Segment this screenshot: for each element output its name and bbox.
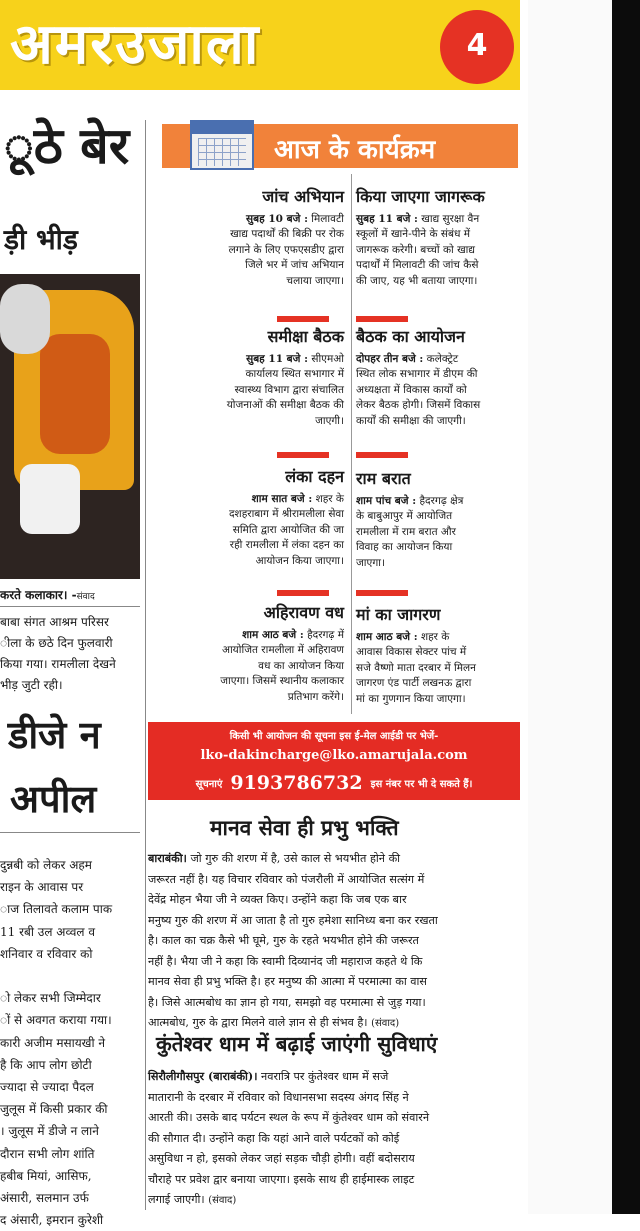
story1-headline: मानव सेवा ही प्रभु भक्ति bbox=[210, 816, 399, 840]
page-number-badge: 4 bbox=[440, 10, 514, 84]
events-divider bbox=[351, 174, 352, 714]
calendar-icon bbox=[190, 120, 254, 170]
event-mata-jagran: मां का जागरण शाम आठ बजे : शहर के आवास विकास सेक्टर पांच में सजे वैष्णो माता दरबार में मिलन जागरण एंड पार्टी लखनऊ द्वारा मां का गुणगान किया जाएगा। bbox=[356, 605, 476, 705]
page-margin bbox=[528, 0, 612, 1214]
ramlila-photo bbox=[0, 274, 140, 579]
events-box bbox=[148, 118, 520, 800]
event-ahiravan-vadh: अहिरावण वध शाम आठ बजे : हैदरगढ़ में आयोजित रामलीला में अहिरावण वध का आयोजन किया जाएगा। जिसमें स्थानीय कलाकार प्रतिभाग करेंगे। bbox=[220, 603, 344, 703]
edge-shadow bbox=[612, 0, 640, 1214]
column-rule bbox=[145, 120, 146, 1210]
footer-email: lko-dakincharge@lko.amarujala.com bbox=[200, 748, 468, 763]
left-body-2: दुन्नबी को लेकर अहम राइन के आवास पर ाज तिलावते कलाम पाक 11 रबी उल अव्वल व शनिवार व रविवार को ो लेकर सभी जिम्मेदार ों से अवगत कराया गया। कारी अजीम मसायखी ने है कि आप लोग छोटी ज्यादा से ज्यादा पैदल जुलूस में किसी प्रकार की । जुलूस में डीजे न लाने दौरान सभी लोग शांति हबीब मियां, आसिफ, अंसारी, सलमान उर्फ द अंसारी, इमरान कुरेशी bbox=[0, 858, 113, 1228]
event-review-meeting: समीक्षा बैठक सुबह 11 बजे : सीएमओ कार्यालय स्थित सभागार में स्वास्थ्य विभाग द्वारा संचालित योजनाओं की समीक्षा बैठक की जाएगी। bbox=[226, 327, 344, 427]
photo-caption: करते कलाकार। -संवाद bbox=[0, 588, 95, 602]
left-body-1: बाबा संगत आश्रम परिसर ीला के छठे दिन फुलवारी किया गया। रामलीला देखने भीड़ जुटी रही। bbox=[0, 615, 116, 692]
left-headline-1: ूठे बेर bbox=[4, 117, 130, 175]
story2-headline: कुंतेश्वर धाम में बढ़ाई जाएंगी सुविधाएं bbox=[156, 1032, 438, 1056]
events-footer bbox=[148, 722, 520, 800]
footer-phone-row: सूचनाएं 9193786732 इस नंबर पर भी दे सकते हैं। bbox=[195, 772, 473, 794]
footer-phone: 9193786732 bbox=[230, 772, 363, 794]
left-column bbox=[0, 96, 140, 1228]
left-headline-4: अपील bbox=[10, 777, 97, 821]
left-headline-3: डीजे न bbox=[8, 713, 101, 757]
event-ram-barat: राम बरात शाम पांच बजे : हैदरगढ़ क्षेत्र के बाबुआपुर में आयोजित रामलीला में राम बरात और विवाह का आयोजन किया जाएगा। bbox=[356, 469, 464, 569]
newspaper-logo: अमरउजाला bbox=[10, 12, 261, 77]
left-headline-2: ड़ी भीड़ bbox=[4, 223, 78, 256]
event-inspection-drive: जांच अभियान सुबह 10 बजे : मिलावटी खाद्य पदार्थों की बिक्री पर रोक लगाने के लिए एफएसडीए द्वारा जिले भर में जांच अभियान चलाया जाएगा। bbox=[228, 187, 344, 287]
masthead bbox=[0, 0, 520, 90]
story1-body: बाराबंकी। जो गुरु की शरण में है, उसे काल से भयभीत होने की जरूरत नहीं है। यह विचार रविवार को पंजरौली में आयोजित सत्संग में देवेंद्र मोहन भैया जी ने व्यक्त किए। उन्होंने कहा कि जब एक बार मनुष्य गुरु की शरण में आ जाता है तो गुरु हमेशा सानिध्य बना कर रखता है। काल का चक्र कैसे भी घूमे, गुरु के रहते भयभीत होने की जरूरत नहीं है। भैया जी ने कहा कि स्वामी दिव्यानंद जी महाराज कहते थे कि मानव सेवा ही प्रभु भक्ति है। हर मनुष्य की आत्मा में परमात्मा का वास है। जिसे आत्मबोध का ज्ञान हो गया, समझो वह परमात्मा से जुड़ गया। आत्मबोध, गुरु के द्वारा मिलने वाले ज्ञान से ही संभव है। (संवाद) bbox=[148, 851, 438, 1029]
footer-instruction: किसी भी आयोजन की सूचना इस ई-मेल आईडी पर भेजें- bbox=[229, 731, 439, 742]
event-lanka-dahan: लंका दहन शाम सात बजे : शहर के दशहराबाग में श्रीरामलीला सेवा समिति द्वारा आयोजित की जा रही रामलीला में लंका दहन का आयोजन किया जाएगा। bbox=[228, 467, 344, 567]
events-title: आज के कार्यक्रम bbox=[274, 135, 436, 165]
story2-body: सिरौलीगौसपुर (बाराबंकी)। नवरात्रि पर कुंतेश्वर धाम में सजे मातारानी के दरबार में रविवार को विधानसभा सदस्य अंगद सिंह ने आरती की। उसके बाद पर्यटन स्थल के रूप में कुंतेश्वर धाम को संवारने की सौगात दी। उन्होंने कहा कि यहां आने वाले पर्यटकों को कोई असुविधा न हो, इसको लेकर जहां सड़क चौड़ी होगी। वहीं बदोसराय चौराहे पर प्रवेश द्वार बनाया जाएगा। इसके साथ ही हाईमास्क लाइट लगाई जाएगी। (संवाद) bbox=[148, 1069, 430, 1206]
event-meeting: बैठक का आयोजन दोपहर तीन बजे : कलेक्ट्रेट स्थित लोक सभागार में डीएम की अध्यक्षता में विकास कार्यों को लेकर बैठक होगी। जिसमें विकास कार्यों की समीक्षा की जाएगी। bbox=[356, 327, 481, 427]
event-awareness: किया जाएगा जागरूक सुबह 11 बजे : खाद्य सुरक्षा वैन स्कूलों में खाने-पीने के संबंध में जागरूक करेगी। बच्चों को खाद्य पदार्थों में मिलावटी की जांच कैसे की जाए, यह भी बताया जाएगा। bbox=[356, 187, 485, 287]
